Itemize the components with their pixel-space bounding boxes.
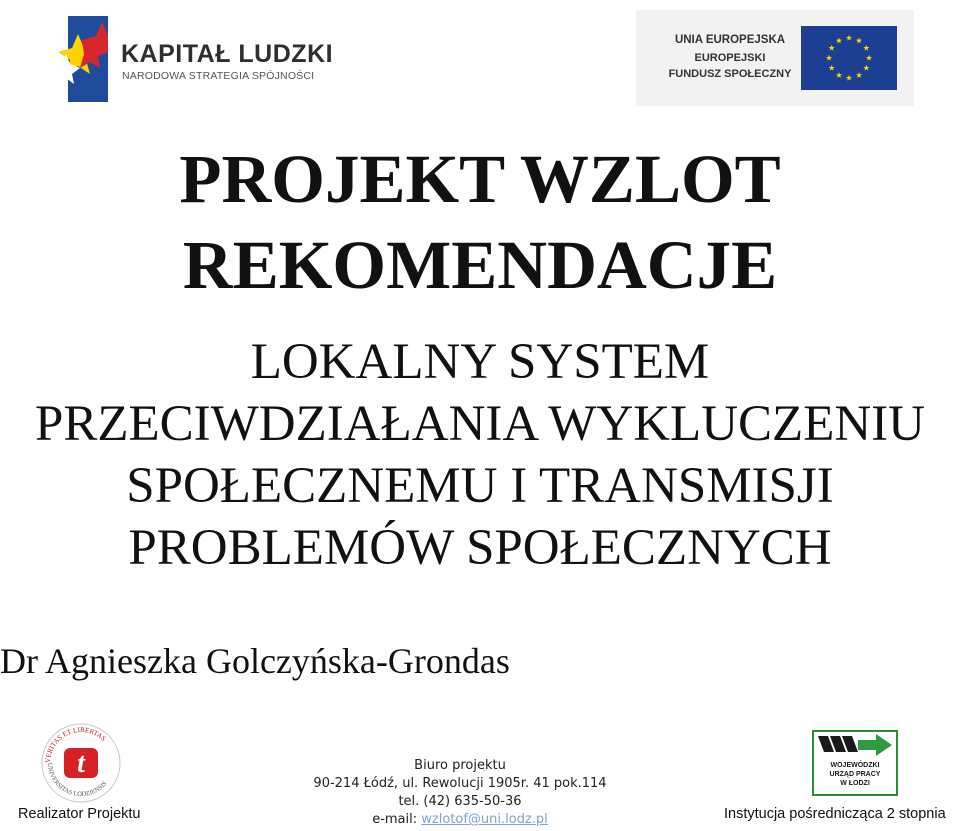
subtitle-line-1: LOKALNY SYSTEM [250,334,710,390]
eu-line-3: FUNDUSZ SPOŁECZNY [668,68,792,80]
realizator-label: Realizator Projektu [18,806,141,822]
svg-text:URZĄD PRACY: URZĄD PRACY [829,771,881,778]
main-title-line-2: REKOMENDACJE [182,227,778,303]
universitas-lodziensis-seal-icon [40,722,122,804]
wojewodzki-urzad-pracy-logo-icon [812,730,898,796]
office-email-link[interactable]: wzlotof@uni.lodz.pl [421,812,548,827]
eu-line-1: UNIA EUROPEJSKA [674,34,786,46]
subtitle-line-4: PROBLEMÓW SPOŁECZNYCH [128,520,832,576]
eu-line-2: EUROPEJSKI [694,52,766,64]
svg-text:WOJEWÓDZKI: WOJEWÓDZKI [830,762,880,769]
office-address: 90-214 Łódź, ul. Rewolucji 1905r. 41 pok.114 [313,776,607,791]
instytucja-label: Instytucja pośrednicząca 2 stopnia [724,806,946,822]
office-email-label: e-mail: [372,812,422,827]
office-phone: tel. (42) 635-50-36 [398,794,522,809]
eu-flag-icon [801,26,897,90]
author-name: Dr Agnieszka Golczyńska-Grondas [0,641,510,681]
eu-logo-box [636,10,914,106]
office-title: Biuro projektu [414,758,506,773]
svg-text:t: t [77,748,85,779]
svg-text:VERITAS ET LIBERTAS: VERITAS ET LIBERTAS [43,725,108,764]
svg-text:UNIVERSITAS LODZIENSIS: UNIVERSITAS LODZIENSIS [45,762,109,799]
office-email-row [300,811,620,829]
subtitle-line-2: PRZECIWDZIAŁANIA WYKLUCZENIU [34,396,925,452]
subtitle-line-3: SPOŁECZNEMU I TRANSMISJI [126,458,834,514]
main-title-line-1: PROJEKT WZLOT [179,141,781,217]
kapital-ludzki-emblem-icon [52,16,108,102]
project-office-info [300,757,620,829]
kapital-ludzki-title: KAPITAŁ LUDZKI [121,40,334,68]
svg-text:W ŁODZI: W ŁODZI [840,780,870,787]
kapital-ludzki-subtitle: NARODOWA STRATEGIA SPÓJNOŚCI [122,70,315,82]
